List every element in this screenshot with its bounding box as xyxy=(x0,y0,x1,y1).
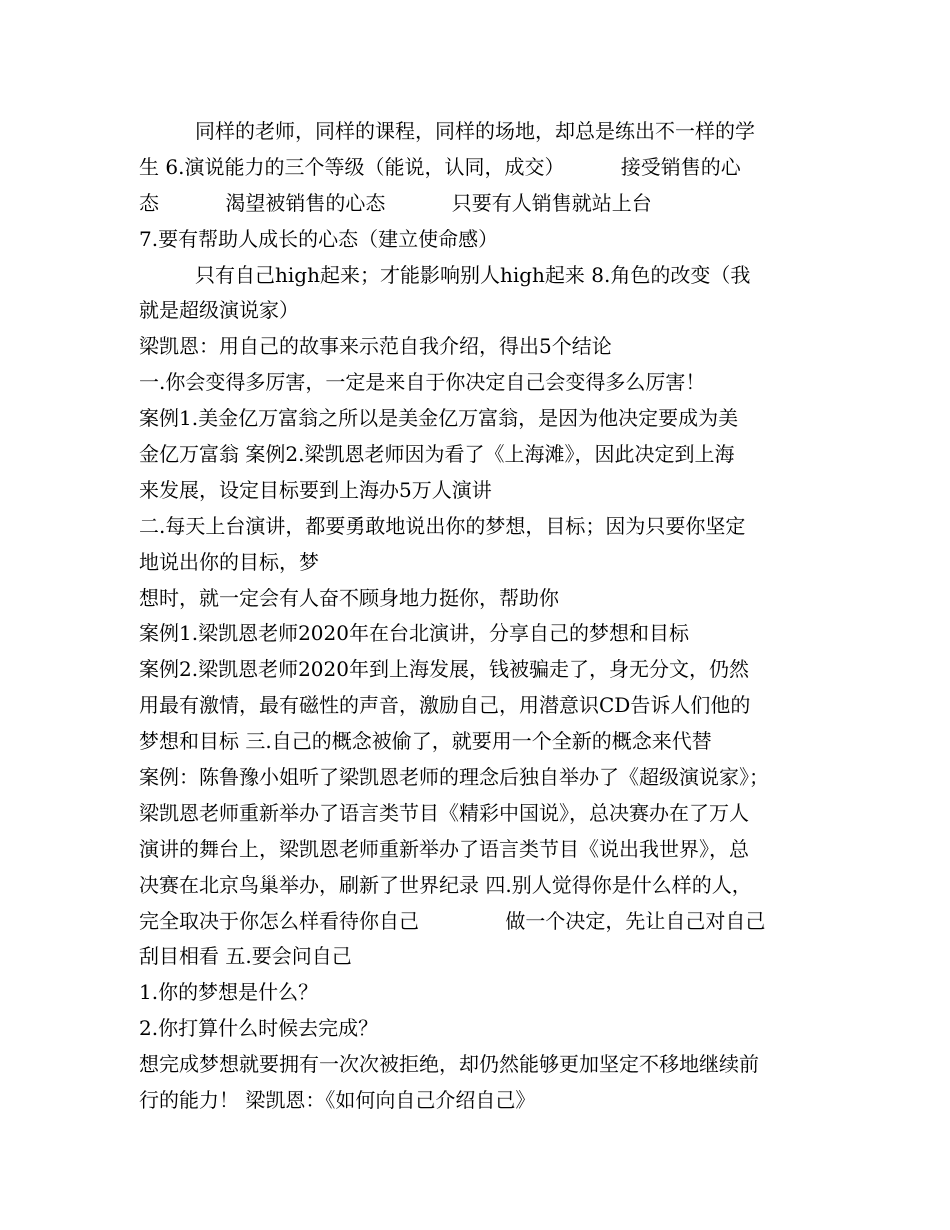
text-line: 案例1.梁凯恩老师2020年在台北演讲，分享自己的梦想和目标 xyxy=(139,621,689,646)
text-line: 一.你会变得多厉害，一定是来自于你决定自己会变得多么厉害！ xyxy=(139,370,706,395)
text-line: 用最有激情，最有磁性的声音，激励自己，用潜意识CD告诉人们他的 xyxy=(139,693,751,718)
text-line: 决赛在北京鸟巢举办，刷新了世界纪录 四.别人觉得你是什么样的人， xyxy=(139,872,752,897)
document-body xyxy=(139,114,829,1119)
text-line: 只有自己high起来；才能影响别人high起来 8.角色的改变（我 xyxy=(195,262,751,287)
text-line: 案例2.梁凯恩老师2020年到上海发展，钱被骗走了，身无分文，仍然 xyxy=(139,657,749,682)
text-line: 7.要有帮助人成长的心态（建立使命感） xyxy=(139,226,499,251)
text-line: 想完成梦想就要拥有一次次被拒绝，却仍然能够更加坚定不移地继续前 xyxy=(139,1052,759,1077)
text-line: 行的能力！ 梁凯恩：《如何向自己介绍自己》 xyxy=(139,1088,536,1113)
text-line: 刮目相看 五.要会问自己 xyxy=(139,944,352,969)
text-line: 想时，就一定会有人奋不顾身地力挺你，帮助你 xyxy=(139,585,559,610)
text-line: 生 6.演说能力的三个等级（能说，认同，成交） 接受销售的心 xyxy=(139,154,741,179)
text-line: 案例1.美金亿万富翁之所以是美金亿万富翁，是因为他决定要成为美 xyxy=(139,406,739,431)
text-line: 同样的老师，同样的课程，同样的场地，却总是练出不一样的学 xyxy=(195,119,755,143)
text-line: 2.你打算什么时候去完成？ xyxy=(139,1016,379,1041)
text-line: 1.你的梦想是什么？ xyxy=(139,980,319,1005)
text-line: 梁凯恩：用自己的故事来示范自我介绍，得出5个结论 xyxy=(139,334,612,359)
text-line: 就是超级演说家） xyxy=(139,298,299,323)
text-line: 演讲的舞台上，梁凯恩老师重新举办了语言类节目《说出我世界》，总 xyxy=(139,836,749,861)
text-line: 二.每天上台演讲，都要勇敢地说出你的梦想，目标；因为只要你坚定 xyxy=(139,513,746,538)
text-line: 完全取决于你怎么样看待你自己 做一个决定，先让自己对自己 xyxy=(139,908,766,933)
text-line: 案例：陈鲁豫小姐听了梁凯恩老师的理念后独自举办了《超级演说家》； xyxy=(139,765,769,790)
text-line: 来发展，设定目标要到上海办5万人演讲 xyxy=(139,477,492,502)
text-line: 地说出你的目标，梦 xyxy=(139,549,319,574)
text-line: 金亿万富翁 案例2.梁凯恩老师因为看了《上海滩》，因此决定到上海 xyxy=(139,442,735,467)
text-line: 梦想和目标 三.自己的概念被偷了，就要用一个全新的概念来代替 xyxy=(139,729,712,754)
text-line: 梁凯恩老师重新举办了语言类节目《精彩中国说》，总决赛办在了万人 xyxy=(139,800,749,825)
text-line: 态 渴望被销售的心态 只要有人销售就站上台 xyxy=(139,190,652,215)
